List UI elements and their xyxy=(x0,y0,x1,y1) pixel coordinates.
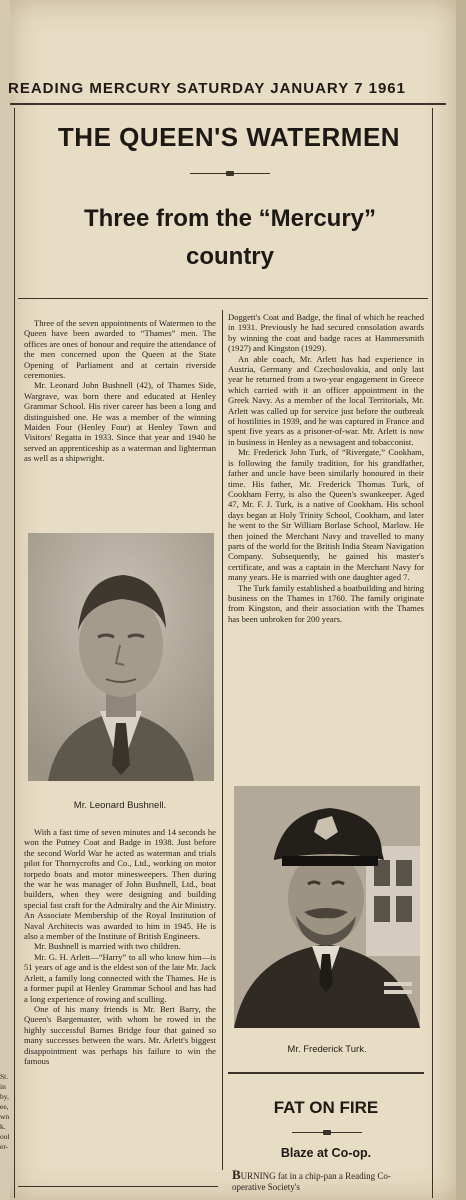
caption-bushnell: Mr. Leonard Bushnell. xyxy=(73,800,167,811)
side-headline: FAT ON FIRE xyxy=(273,1098,379,1117)
headline: THE QUEEN'S WATERMEN xyxy=(57,122,401,152)
left-column-bottom xyxy=(24,827,216,1066)
side-ornament xyxy=(292,1130,362,1136)
masthead-rule xyxy=(10,103,446,105)
subheadline xyxy=(20,200,440,276)
portrait-turk-illustration xyxy=(234,786,420,1028)
left-border-rule xyxy=(14,108,15,1198)
paragraph: The Turk family established a boatbuilding and hiring business on the Thames in 1760. The family originate from Kingston, and their association with the Thames has been unbroken for 200 years. xyxy=(228,582,424,624)
subheadline-line-2: country xyxy=(185,243,274,270)
photo-leonard-bushnell xyxy=(28,533,214,781)
caption-turk: Mr. Frederick Turk. xyxy=(287,1044,367,1055)
header-bottom-rule xyxy=(18,298,428,299)
adjacent-page-edge xyxy=(0,0,10,1200)
paragraph: One of his many friends is Mr. Bert Barry, the Queen's Bargemaster, with whom he rowed in the highly successful Barnes Bridge four that gained so many successes between the wars. Mr. Arlett's biggest disappointment was perhaps his failure to win the famous xyxy=(24,1003,216,1066)
side-story-top-rule xyxy=(228,1072,424,1074)
left-column-top xyxy=(24,318,216,464)
paragraph: Doggett's Coat and Badge, the final of which he reached in 1931. Previously he had secured consolation awards by winning the coat and badge races at Hammersmith (1927) and Kingston (1929). xyxy=(228,312,424,354)
side-story-body: URNING fat in a chip-pan a Reading Co-operative Society's xyxy=(232,1171,391,1192)
column-divider xyxy=(222,310,223,1170)
right-column xyxy=(228,312,424,624)
right-paper-edge xyxy=(456,0,466,1200)
paragraph: With a fast time of seven minutes and 14 seconds he won the Putney Coat and Badge in 1938. Just before the second World War he acted as waterman and trials pilot for Thornycrofts and Co., Ltd., working on motor torpedo boats and motor minesweepers. Then during the war he was manager of John Bushnell, Ltd., boat builders, when they were designing and building special fast craft for the Admiralty and the Air Ministry. An Associate Membership of the Royal Institution of Naval Architects was awarded to him in 1945. He is also a member of the Institute of British Engineers. xyxy=(24,827,216,942)
photo-frederick-turk xyxy=(234,786,420,1028)
side-story-text xyxy=(232,1167,420,1192)
subheadline-line-1: Three from the “Mercury” xyxy=(83,205,377,232)
paragraph: Three of the seven appointments of Watermen to the Queen have been awarded to “Thames” men. The offices are ones of honour and require the attendance of the men concerned upon the Queen at the State Opening of Parliament and at certain riverside ceremonies. xyxy=(24,318,216,381)
ornament-divider xyxy=(190,171,270,177)
bottom-rule xyxy=(18,1186,218,1187)
drop-cap: B xyxy=(232,1167,241,1182)
paragraph: Mr. G. H. Arlett—“Harry” to all who know him—is 51 years of age and is the eldest son of the late Mr. Jack Arlett, a family long connected with the Thames. He is a former pupil at Henley Grammar School and has had a long experience of rowing and sculling. xyxy=(24,951,216,1004)
side-subheadline: Blaze at Co-op. xyxy=(280,1146,372,1160)
paragraph: Mr. Bushnell is married with two children. xyxy=(34,941,181,952)
masthead: READING MERCURY SATURDAY JANUARY 7 1961 xyxy=(8,80,406,97)
paragraph: Mr. Leonard John Bushnell (42), of Thames Side, Wargrave, was born there and educated at Henley Grammar School. His river career has been a long and distinguished one. He was a member of the winning Maiden Four (Henley Four) at Henley Town and Visitors' Regatta in 1933. Since that year and 1940 he served an apprenticeship as a waterman and lighterman as well as a shipwright. xyxy=(24,380,216,464)
paragraph: An able coach, Mr. Arlett has had experience in Austria, Germany and Czechoslovakia, and only last year he returned from a two-year engagement in Greece which carried with it an officer appointment in the Greek Navy. As a member of the local Territorials, Mr. Arlett was called up for service just before the outbreak of hostilities in 1939, and he was captured in France and spent five years as a prisoner-of-war. Mr. Arlett is now in business in Henley as a newsagent and tobacconist. xyxy=(228,353,424,447)
portrait-bushnell-illustration xyxy=(28,533,214,781)
adjacent-column-fragment: St. in by, ee, wn k. ool er- xyxy=(0,1072,10,1151)
paragraph: Mr. Frederick John Turk, of “Rivergate,” Cookham, is following the family tradition, for his grandfather, father and uncle have been similarly honoured in their time. His father, Mr. Frederick Thomas Turk, of Cookham Ferry, is also the Queen's swankeeper. Aged 47, Mr. F. J. Turk, is a native of Cookham. His school days began at Holy Trinity School, Cookham, and later he went to the Sir William Borlase School, Marlow. He then joined the Merchant Navy and travelled to many parts of the world for the British India Steam Navigation Company. Subsequently, he gained his master's certificate, and was a captain in the Merchant Navy for many years. He is married with one daughter aged 7. xyxy=(228,447,424,583)
